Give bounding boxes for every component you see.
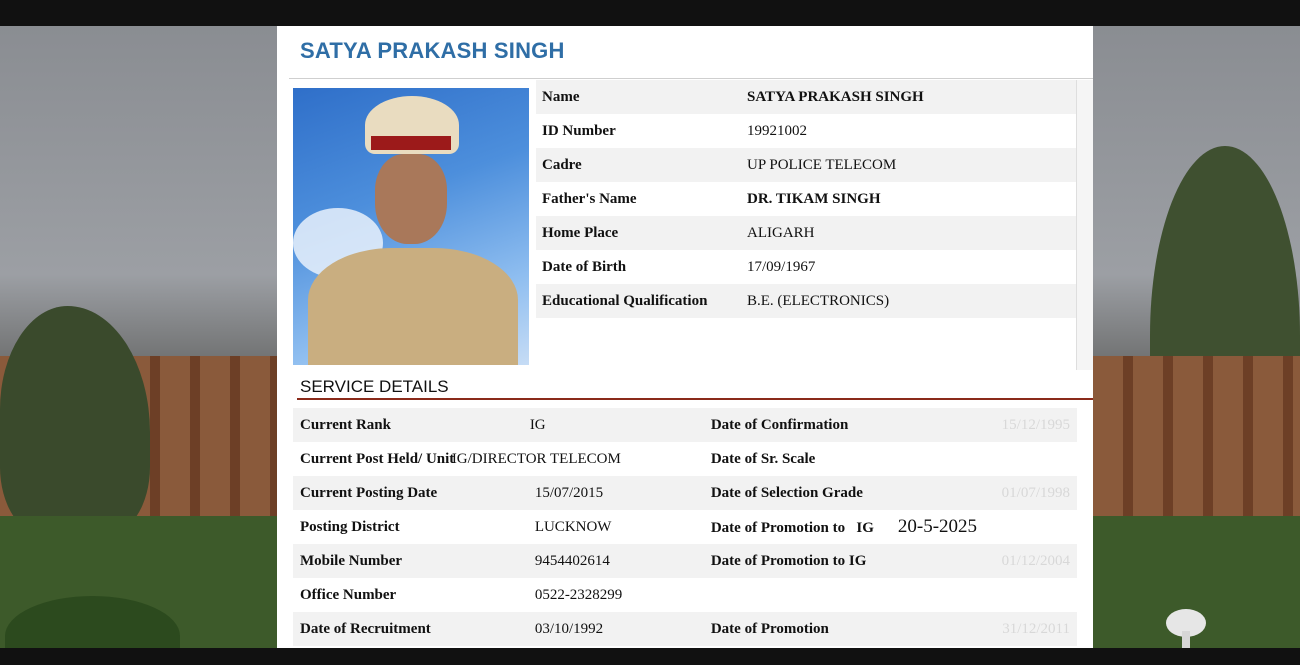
- detail-value: UP POLICE TELECOM: [741, 148, 1076, 182]
- detail-value: 17/09/1967: [747, 258, 816, 275]
- lamp-post: [1182, 631, 1190, 648]
- table-row: [536, 114, 1076, 148]
- service-value: IG/DIRECTOR TELECOM: [451, 450, 621, 467]
- table-row: [536, 284, 1076, 318]
- service-divider: [297, 398, 1093, 400]
- table-row: [293, 544, 1077, 578]
- table-row: [293, 476, 1077, 510]
- personal-details-table: [536, 80, 1076, 318]
- service-label: Current Post Held/ Unit: [300, 450, 455, 467]
- promotion-rank: IG: [856, 520, 874, 536]
- service-value-2: [984, 578, 1077, 612]
- service-label: Posting District: [300, 518, 400, 535]
- table-row: [293, 408, 1077, 442]
- detail-label: Date of Birth: [542, 258, 627, 275]
- service-label-2: Date of Selection Grade: [704, 476, 984, 510]
- service-value-2: 01/12/2004: [984, 544, 1077, 578]
- detail-label: Father's Name: [542, 190, 637, 207]
- detail-label: Name: [536, 80, 741, 114]
- profile-title: SATYA PRAKASH SINGH: [300, 38, 565, 63]
- service-label: Current Rank: [293, 408, 528, 442]
- service-value-2: 31/12/2011: [984, 612, 1077, 646]
- service-value: 9454402614: [528, 544, 704, 578]
- table-row: [293, 578, 1077, 612]
- service-label-2: Date of Sr. Scale: [710, 450, 816, 467]
- service-label-2: Date of Promotion to IG 20-5-2025: [710, 516, 978, 537]
- table-row: [536, 250, 1076, 284]
- bottom-bar: [0, 648, 1300, 665]
- detail-label: Cadre: [536, 148, 741, 182]
- photo-cap-band: [371, 136, 451, 150]
- detail-label: Educational Qualification: [536, 284, 741, 318]
- service-value-2: [984, 442, 1077, 476]
- service-label-2: Date of Promotion: [704, 612, 984, 646]
- detail-value: B.E. (ELECTRONICS): [741, 284, 1076, 318]
- tree-left: [0, 306, 150, 536]
- service-value: 15/07/2015: [528, 476, 704, 510]
- service-label: Date of Recruitment: [293, 612, 528, 646]
- service-label: Current Posting Date: [293, 476, 528, 510]
- divider: [289, 78, 1093, 79]
- table-row: [536, 80, 1076, 114]
- table-row: [293, 510, 1077, 544]
- right-margin-column: [1076, 80, 1093, 370]
- service-label: Office Number: [300, 586, 397, 603]
- service-value: LUCKNOW: [534, 518, 612, 535]
- officer-photo: [293, 88, 529, 365]
- service-label-2: Date of Confirmation: [704, 408, 984, 442]
- service-value-2: [984, 510, 1077, 544]
- detail-value: ALIGARH: [741, 216, 1076, 250]
- table-row: [536, 216, 1076, 250]
- detail-value: 19921002: [747, 122, 807, 139]
- table-row: [536, 148, 1076, 182]
- detail-value: DR. TIKAM SINGH: [747, 190, 881, 207]
- service-label-2: [704, 578, 984, 612]
- building-right: [1093, 356, 1300, 526]
- profile-panel: [277, 26, 1093, 648]
- service-label: Mobile Number: [293, 544, 528, 578]
- detail-value: SATYA PRAKASH SINGH: [741, 80, 1076, 114]
- service-label-2: Date of Promotion to IG: [704, 544, 984, 578]
- service-value-2: 15/12/1995: [984, 408, 1077, 442]
- detail-label: ID Number: [542, 122, 616, 139]
- service-details-heading: SERVICE DETAILS: [300, 377, 449, 396]
- photo-uniform: [308, 248, 518, 365]
- table-row: [536, 182, 1076, 216]
- service-value: IG: [528, 408, 704, 442]
- photo-face: [375, 154, 447, 244]
- service-value: 0522-2328299: [534, 586, 623, 603]
- service-value: 03/10/1992: [528, 612, 704, 646]
- promotion-date: 20-5-2025: [897, 516, 978, 537]
- table-row: [293, 442, 1077, 476]
- service-value-2: 01/07/1998: [984, 476, 1077, 510]
- service-details-table: [293, 408, 1077, 646]
- detail-label: Home Place: [536, 216, 741, 250]
- table-row: [293, 612, 1077, 646]
